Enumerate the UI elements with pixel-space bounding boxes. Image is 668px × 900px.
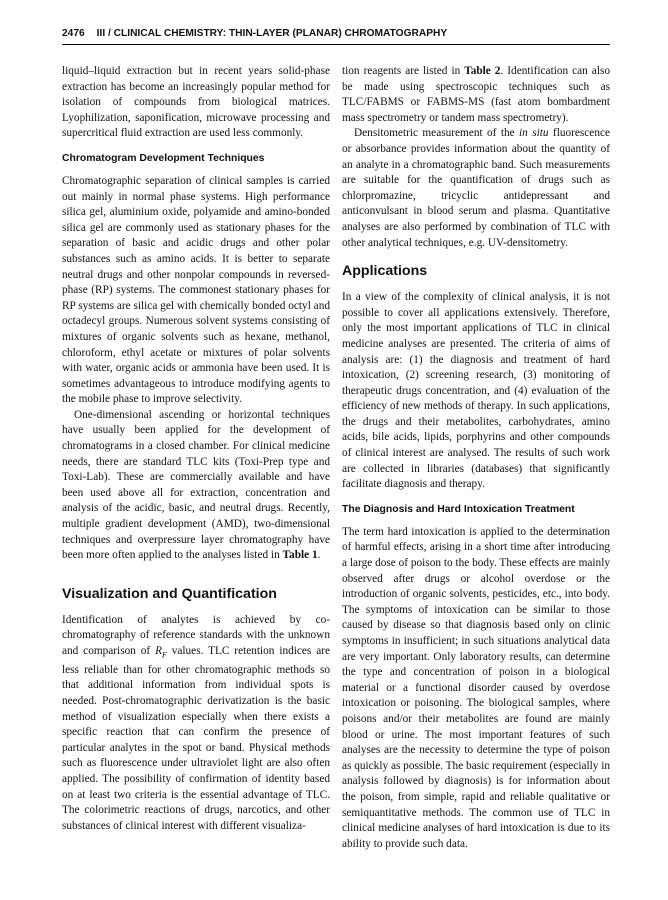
paragraph-chromatographic-separation: Chromatographic separation of clinical samples is carried out mainly in normal phase systems. High performance silica gel, aluminium oxide, polyamide and amino-bonded silica gel are commonly used as stationary phases for the separation of basic and acidic drugs and other polar substances such as amino acids. It is better to separate neutral drugs and other nonpolar compounds in reversed-phase (RP) systems. The commonest stationary phases for RP systems are silica gel with chemically bonded octyl and octadecyl groups. Numerous solvent systems consisting of mixtures of organic solvents such as hexane, methanol, chloroform, ethyl acetate or mixtures of polar solvents with water, organic acids or ammonia have been used. It is sometimes advantageous to introduce modifying agents to the mobile phase to improve selectivity. bbox=[62, 174, 330, 406]
paragraph-text-a: Identification of analytes is achieved by co-chromatography of reference standards with the unknown and comparison of bbox=[62, 613, 330, 657]
paragraph-text: One-dimensional ascending or horizontal techniques have usually been applied for the development of chromatograms in a closed chamber. For clinical medicine needs, there are standard TLC kits (Toxi-Prep type and Toxi-Lab). These are commercially available and have been used above all for extraction, concentration and analysis of the acidic, basic, and neutral drugs. Recently, multiple gradient development (AMD), two-dimensional techniques and overpressure layer chromatography have been more often applied to the analyses listed in bbox=[62, 408, 330, 562]
paragraph-text-b: values. TLC retention indices are less reliable than for other chromatographic methods so that additional information from individual spots is needed. Post-chromatographic derivatization is the basic method of visualization especially when there exists a specific reaction that can confirm the presence of particular analytes in the spot or band. Physical methods such as fluorescence under ultraviolet light are also often applied. The possibility of confirmation of identity based on at least two criteria is the essential advantage of TLC. The colorimetric reactions of drugs, narcotics, and other substances of clinical interest with different visualiza- bbox=[62, 645, 330, 832]
paragraph-development-techniques bbox=[62, 408, 330, 564]
rf-symbol bbox=[155, 645, 167, 660]
paragraph-hard-intoxication: The term hard intoxication is applied to the determination of harmful effects, arising in a short time after introducing a large dose of poison to the body. These effects are mainly observed after drugs or alcohol overdose or the introduction of organic solvents, pesticides, etc., into body. The symptoms of intoxication can be similar to those caused by disease so that diagnosis based only on clinic symptoms in insufficient; in such situations analytical data are very important. Only laboratory results, can determine the type and concentration of poison in a biological material or a functional disorder caused by overdose intoxication or poisoning. The biological samples, where poisons and/or their metabolites are found are mainly blood or urine. The most important features of such analyses are the necessity to determine the type of poison as quickly as possible. The basic requirement (especially in analysis followed by diagnosis) is for information about the poison, from simple, rapid and reliable qualitative or semiquantitative methods. The common use of TLC in clinical medicine analyses of hard intoxication is due to its ability to provide such data. bbox=[342, 525, 611, 850]
heading-applications: Applications bbox=[342, 263, 428, 280]
in-situ-term: in situ bbox=[519, 127, 549, 140]
left-column bbox=[62, 64, 330, 834]
paragraph-densitometric bbox=[342, 126, 610, 251]
right-column bbox=[342, 64, 610, 852]
paragraph-identification bbox=[62, 613, 330, 835]
paragraph-text-b: fluorescence or absorbance provides information about the quantity of an analyte in a chromatographic band. Such measurements are suitable for the quantification of drugs such as chlorpromazine, tricyclic antidepressant and anticonvulsant in blood serum and plasma. Quantitative analyses are also performed by combination of TLC with other analytical techniques, e.g. UV-densitometry. bbox=[342, 127, 611, 249]
heading-diagnosis-hard-intoxication: The Diagnosis and Hard Intoxication Treatment bbox=[342, 503, 575, 515]
running-header bbox=[62, 28, 610, 44]
table-1-reference: Table 1 bbox=[282, 549, 318, 562]
paragraph-visualization-reagents bbox=[342, 64, 610, 126]
heading-visualization-quantification: Visualization and Quantification bbox=[62, 585, 277, 602]
header-rule bbox=[62, 44, 610, 45]
heading-chromatogram-development: Chromatogram Development Techniques bbox=[62, 152, 265, 164]
paragraph-text-b: . Identification can also be made using spectroscopic techniques such as TLC/FABMS or FABMS-MS (fast atom bombardment mass spectrometry or tandem mass spectrometry). bbox=[342, 65, 610, 124]
paragraph-applications: In a view of the complexity of clinical analysis, it is not possible to cover all applications extensively. Therefore, only the most important applications of TLC in clinical medicine analyses are presented. The criteria of aims of analysis are: (1) the diagnosis and treatment of hard intoxication, (2) screening research, (3) monitoring of therapeutic drugs concentration, and (4) evaluation of the efficiency of new methods of therapy. In such applications, the drugs and their metabolites, carbohydrates, amino acids, bile acids, lipids, porphyrins and other compounds of clinical interest are analysed. The results of such work are collected in libraries (databases) that significantly facilitate diagnosis and therapy. bbox=[342, 291, 610, 491]
table-2-reference: Table 2 bbox=[464, 65, 501, 77]
paragraph-text-a: tion reagents are listed in bbox=[342, 65, 465, 77]
paragraph-end: . bbox=[317, 549, 321, 562]
rf-r: R bbox=[155, 645, 162, 657]
page-number: 2476 bbox=[62, 28, 85, 39]
rf-subscript: F bbox=[161, 650, 167, 660]
running-title: III / CLINICAL CHEMISTRY: THIN-LAYER (PLANAR) CHROMATOGRAPHY bbox=[96, 28, 448, 39]
paragraph-text-a: Densitometric measurement of the bbox=[354, 127, 520, 140]
paragraph-extraction: liquid–liquid extraction but in recent years solid-phase extraction has become an increasingly popular method for isolation of compounds from biological matrices. Lyophilization, saponification, microwave processing and supercritical fluid extraction are used less commonly. bbox=[62, 65, 330, 140]
